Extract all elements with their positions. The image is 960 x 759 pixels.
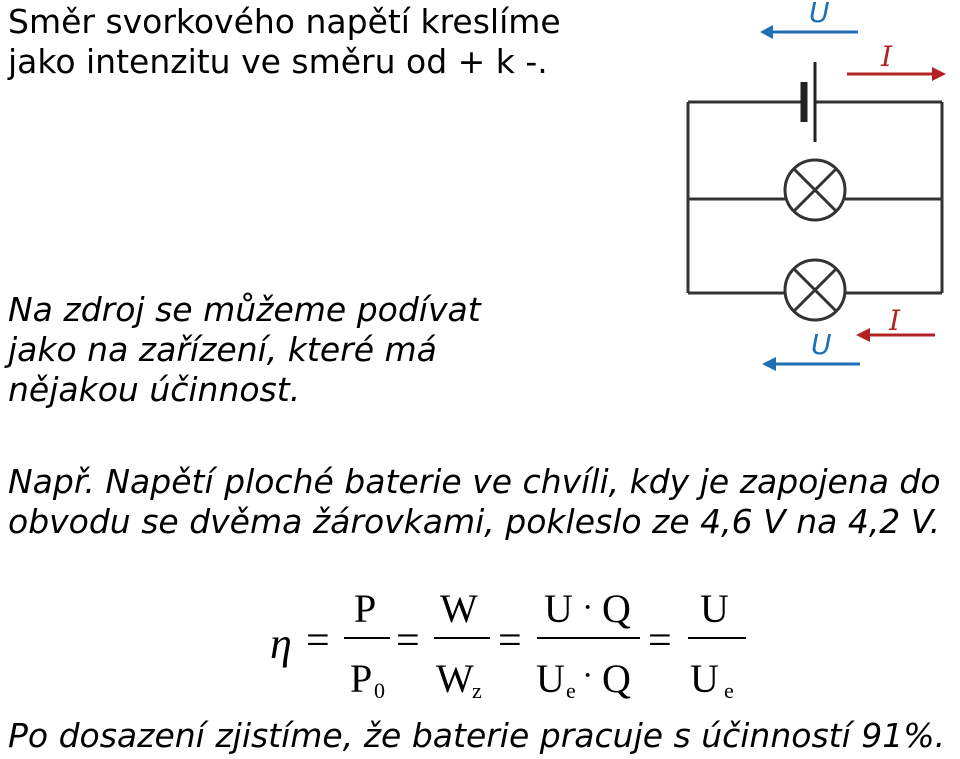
intro-line-1: Směr svorkového napětí kreslíme (8, 2, 561, 41)
equals-sign: = (396, 618, 420, 664)
source-line-3: nějakou účinnost. (8, 370, 301, 409)
source-efficiency-text (8, 290, 481, 410)
bulb-icon (785, 160, 845, 220)
circuit-diagram (680, 0, 960, 380)
bulb-icon (785, 260, 845, 320)
fraction-3-denominator-u: U (536, 656, 565, 701)
fraction-4-denominator-sub: e (724, 678, 734, 703)
source-line-2: jako na zařízení, které má (8, 330, 437, 369)
equals-sign: = (648, 618, 672, 664)
efficiency-formula (262, 580, 762, 705)
fraction-3-denominator-dot: · (582, 657, 594, 694)
fraction-2-denominator: W (436, 656, 474, 701)
battery-symbol (804, 62, 815, 142)
bottom-current-label: I (889, 304, 901, 337)
fraction-4-numerator: U (700, 586, 729, 631)
source-line-1: Na zdroj se můžeme podívat (8, 290, 481, 329)
fraction-3-denominator-sub: e (566, 678, 576, 703)
example-text (8, 462, 941, 542)
fraction-3-denominator-q: Q (602, 656, 631, 701)
top-current-arrow-icon (847, 67, 946, 81)
top-voltage-label: U (809, 0, 830, 29)
fraction-2-denominator-sub: z (472, 678, 482, 703)
fraction-4-denominator: U (690, 656, 719, 701)
top-current-label: I (881, 40, 893, 73)
example-line-1: Např. Napětí ploché baterie ve chvíli, kdy je zapojena do (8, 462, 941, 501)
equals-sign: = (306, 618, 330, 664)
fraction-3-numerator-u: U (544, 586, 573, 631)
example-line-2: obvodu se dvěma žárovkami, pokleslo ze 4,6 V na 4,2 V. (8, 502, 941, 541)
fraction-1-denominator-sub: 0 (374, 678, 385, 703)
fraction-1-denominator: P (350, 656, 373, 701)
fraction-3-numerator-dot: · (582, 589, 594, 626)
bottom-voltage-label: U (811, 328, 832, 361)
equals-sign: = (498, 618, 522, 664)
intro-text (8, 2, 561, 82)
eta-symbol: η (270, 619, 292, 668)
intro-line-2: jako intenzitu ve směru od + k -. (8, 42, 548, 81)
fraction-3-numerator-q: Q (602, 586, 631, 631)
fraction-2-numerator: W (440, 586, 478, 631)
fraction-1-numerator: P (354, 586, 377, 631)
conclusion-text: Po dosazení zjistíme, že baterie pracuje s účinností 91%. (8, 716, 946, 755)
